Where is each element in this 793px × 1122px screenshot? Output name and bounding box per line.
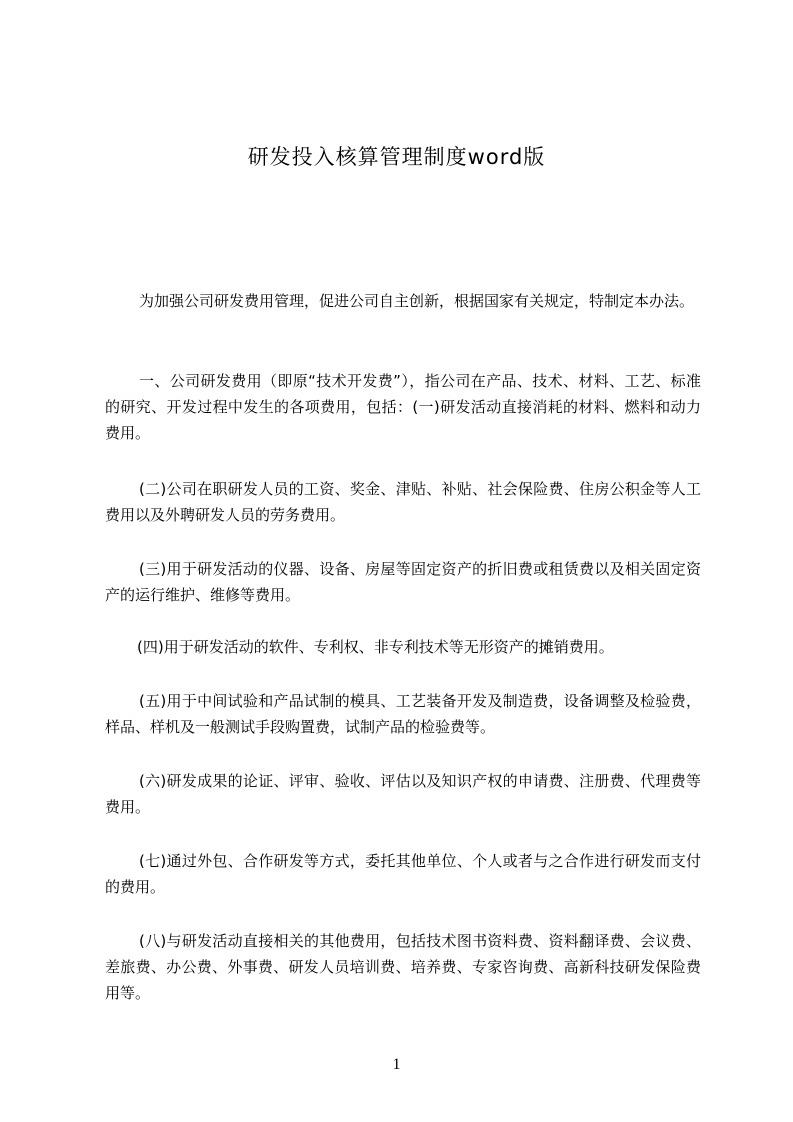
- paragraph-intro: 为加强公司研发费用管理，促进公司自主创新，根据国家有关规定，特制定本办法。: [139, 292, 695, 310]
- paragraph-item-3: (三)用于研发活动的仪器、设备、房屋等固定资产的折旧费或租赁费以及相关固定资产的运行维护、维修等费用。: [105, 560, 701, 604]
- paragraph-clause-1: 一、公司研发费用（即原“技术开发费”），指公司在产品、技术、材料、工艺、标准的研究、开发过程中发生的各项费用，包括：(一)研发活动直接消耗的材料、燃料和动力费用。: [105, 372, 701, 442]
- page-number: 1: [392, 1056, 401, 1073]
- paragraph-item-5: (五)用于中间试验和产品试制的模具、工艺装备开发及制造费，设备调整及检验费，样品、样机及一般测试手段购置费，试制产品的检验费等。: [105, 692, 701, 736]
- paragraph-item-4: (四)用于研发活动的软件、专利权、非专利技术等无形资产的摊销费用。: [137, 638, 614, 656]
- paragraph-item-6: (六)研发成果的论证、评审、验收、评估以及知识产权的申请费、注册费、代理费等费用。: [105, 772, 701, 816]
- document-title: 研发投入核算管理制度word版: [247, 145, 546, 169]
- paragraph-item-8: (八)与研发活动直接相关的其他费用，包括技术图书资料费、资料翻译费、会议费、差旅费、办公费、外事费、研发人员培训费、培养费、专家咨询费、高新科技研发保险费用等。: [105, 932, 701, 1002]
- paragraph-item-2: (二)公司在职研发人员的工资、奖金、津贴、补贴、社会保险费、住房公积金等人工费用以及外聘研发人员的劳务费用。: [105, 480, 701, 524]
- paragraph-item-7: (七)通过外包、合作研发等方式，委托其他单位、个人或者与之合作进行研发而支付的费用。: [105, 852, 701, 896]
